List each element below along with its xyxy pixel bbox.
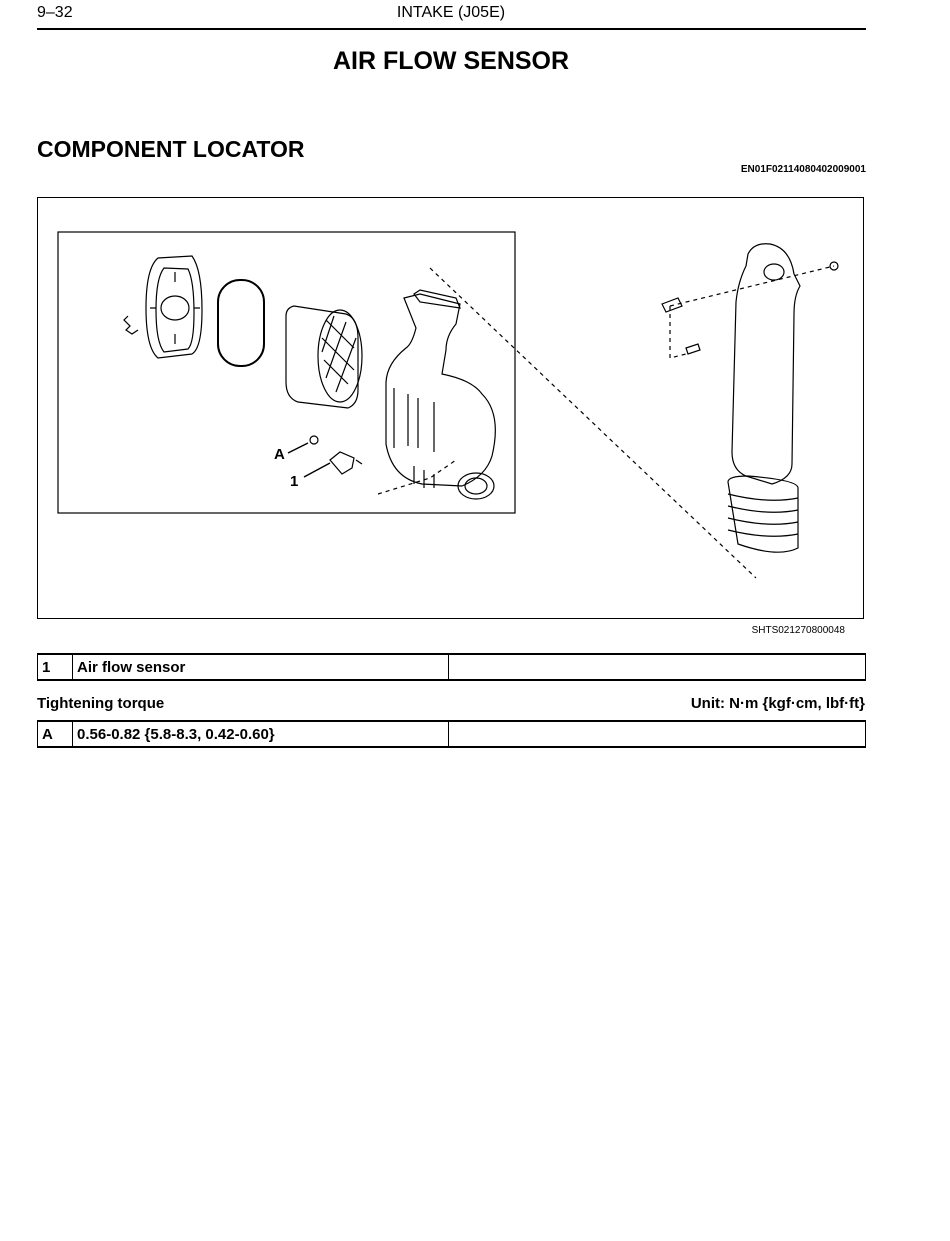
empty-cell bbox=[449, 721, 866, 747]
torque-label: Tightening torque bbox=[37, 695, 165, 712]
torque-table bbox=[37, 720, 866, 748]
callout-a: A bbox=[274, 446, 285, 463]
filter-element bbox=[286, 306, 362, 408]
torque-key: A bbox=[38, 721, 73, 747]
document-code: EN01F02114080402009001 bbox=[740, 164, 866, 175]
header-rule bbox=[37, 28, 866, 30]
duct-bolts bbox=[662, 262, 838, 354]
gasket-ring bbox=[218, 280, 264, 366]
torque-unit: Unit: N·m {kgf·cm, lbf·ft} bbox=[690, 695, 865, 712]
clip-part bbox=[124, 316, 138, 334]
torque-value: 0.56-0.82 {5.8-8.3, 0.42-0.60} bbox=[73, 721, 449, 747]
callout-1: 1 bbox=[290, 473, 299, 490]
empty-cell bbox=[449, 654, 866, 680]
intake-duct bbox=[728, 244, 800, 552]
dashed-leaders bbox=[378, 266, 834, 578]
exploded-view-illustration bbox=[38, 198, 865, 620]
air-cleaner-cover bbox=[146, 256, 202, 358]
table-row bbox=[38, 654, 866, 680]
part-key: 1 bbox=[38, 654, 73, 680]
parts-table bbox=[37, 653, 866, 681]
page-title: AIR FLOW SENSOR bbox=[332, 47, 570, 75]
component-figure bbox=[37, 197, 864, 619]
part-name: Air flow sensor bbox=[73, 654, 449, 680]
bolt-a bbox=[288, 436, 318, 453]
component-locator-heading: COMPONENT LOCATOR bbox=[37, 136, 305, 162]
air-cleaner-housing bbox=[386, 290, 495, 499]
section-title: INTAKE (J05E) bbox=[396, 4, 506, 21]
table-row bbox=[38, 721, 866, 747]
figure-code: SHTS021270800048 bbox=[751, 625, 845, 636]
page-number: 9–32 bbox=[37, 4, 73, 21]
air-flow-sensor-part bbox=[304, 452, 362, 477]
